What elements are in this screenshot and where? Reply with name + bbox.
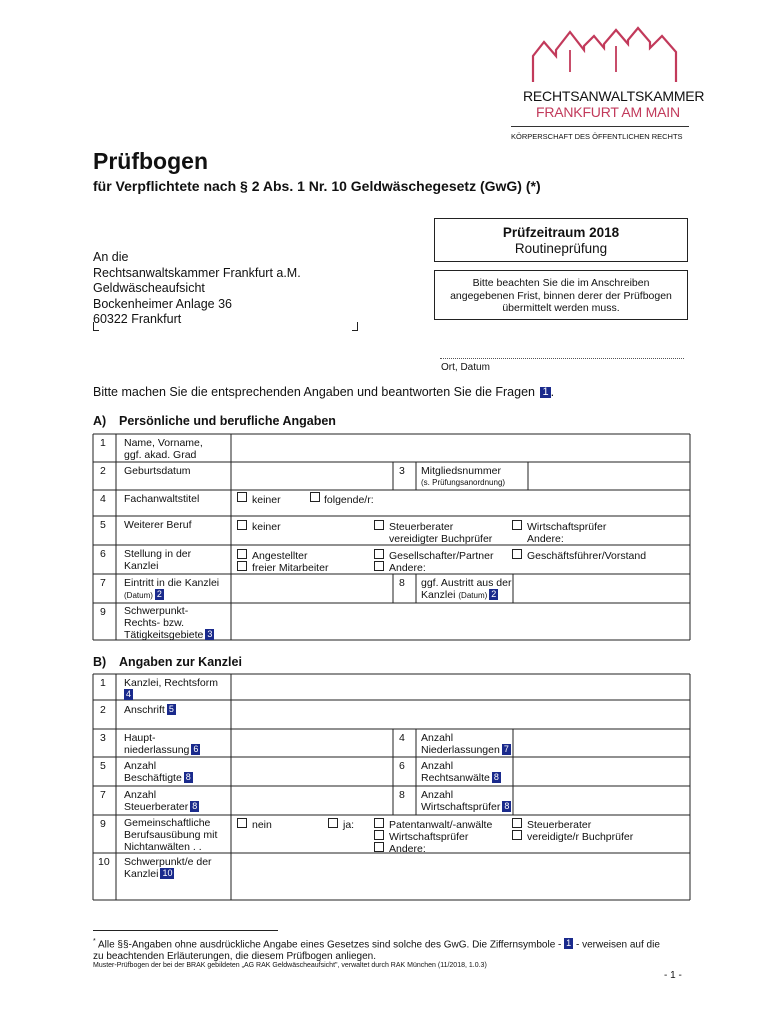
row-number: 8	[399, 577, 405, 589]
address-line: Bockenheimer Anlage 36	[93, 296, 232, 311]
row-number: 1	[100, 677, 106, 689]
note-badge: 1	[566, 938, 572, 949]
tax-advisors-count-field[interactable]	[233, 788, 391, 813]
field-label: Anschrift 5	[124, 704, 174, 716]
field-label: Name, Vorname, ggf. akad. Grad	[124, 437, 203, 461]
instruction-text: Bitte machen Sie die entsprechenden Angaben und beantworten Sie die Fragen 1 .	[93, 385, 555, 399]
option-label: Steuerberater vereidigte/r Buchprüfer	[527, 819, 634, 843]
address-line: An die	[93, 250, 129, 264]
footnote-rule	[93, 930, 278, 931]
note-badge[interactable]: 8	[185, 772, 191, 782]
note-badge[interactable]: 7	[503, 744, 509, 754]
row-number: 8	[399, 789, 405, 801]
address-line: 60322 Frankfurt	[93, 312, 182, 326]
field-label: Eintritt in die Kanzlei (Datum) 2	[124, 577, 220, 600]
field-label: Stellung in der Kanzlei	[124, 548, 192, 572]
employees-field[interactable]	[233, 759, 391, 784]
note-badge[interactable]: 2	[156, 589, 162, 599]
page-title: Prüfbogen	[93, 148, 208, 174]
firm-name-field[interactable]	[233, 676, 688, 698]
checkbox-andere[interactable]	[374, 842, 384, 852]
row-number: 9	[100, 818, 106, 830]
head-office-field[interactable]	[233, 731, 391, 755]
field-label: Kanzlei, Rechtsform 4	[124, 677, 218, 699]
option-label: folgende/r:	[324, 494, 374, 506]
address-line: Rechtsanwaltskammer Frankfurt a.M.	[93, 265, 301, 280]
row-number: 4	[399, 732, 405, 744]
place-date-label: Ort, Datum	[441, 362, 490, 373]
option-label: nein	[252, 819, 272, 831]
section-a-title: Persönliche und berufliche Angaben	[119, 414, 336, 428]
section-a-letter: A)	[93, 414, 107, 428]
row-number: 2	[100, 465, 106, 477]
field-label: Schwerpunkt- Rechts- bzw. Tätigkeitsgebiete 3	[124, 605, 213, 641]
field-label: Schwerpunkt/e der Kanzlei 10	[124, 856, 212, 880]
option-label: keiner	[252, 521, 281, 533]
row-number: 10	[98, 856, 110, 868]
footnote: * Alle §§-Angaben ohne ausdrückliche Angabe eines Gesetzes sind solche des GwG. Die Ziffernsymbole - 1 - verweisen auf die zu beachtenden Erläuterungen, die diesem Prüfbogen anliegen.	[93, 938, 660, 963]
checkbox-steuerberater[interactable]	[512, 818, 522, 828]
logo-city: FRANKFURT AM MAIN	[536, 104, 680, 120]
option-label: ja:	[343, 819, 355, 831]
row-number: 6	[399, 760, 405, 772]
field-label: Anzahl Rechtsanwälte 8	[421, 760, 499, 784]
checkbox-nein[interactable]	[237, 818, 247, 828]
note-badge[interactable]: 4	[126, 689, 132, 699]
firm-focus-field[interactable]	[233, 855, 688, 898]
row-number: 7	[100, 577, 106, 589]
row-number: 6	[100, 548, 106, 560]
note-badge[interactable]: 1	[542, 386, 549, 398]
row-number: 3	[100, 732, 106, 744]
footnote-source: Muster-Prüfbogen der bei der BRAK gebildeten „AG RAK Geldwäscheaufsicht", verwaltet durch RAK München (11/2018, 1.0.3)	[93, 962, 487, 969]
logo-name: RECHTSANWALTSKAMMER	[523, 88, 705, 104]
option-label: Patentanwalt/-anwälte Wirtschaftsprüfer Andere:	[389, 819, 493, 855]
field-label: Gemeinschaftliche Berufsausübung mit Nichtanwälten . .	[124, 817, 218, 853]
row-number: 3	[399, 465, 405, 477]
option-label: Wirtschaftsprüfer Andere:	[527, 521, 607, 545]
lawyers-count-field[interactable]	[515, 759, 688, 784]
checkbox-buchpruefer[interactable]	[512, 830, 522, 840]
note-badge[interactable]: 8	[192, 801, 198, 811]
option-label: Angestellter freier Mitarbeiter	[252, 550, 329, 574]
option-label: Geschäftsführer/Vorstand	[527, 550, 647, 562]
field-label: ggf. Austritt aus der Kanzlei (Datum) 2	[421, 577, 512, 601]
note-badge[interactable]: 8	[493, 772, 499, 782]
period-type: Routineprüfung	[514, 241, 608, 256]
note-badge[interactable]: 5	[168, 704, 174, 714]
note-badge[interactable]: 2	[491, 589, 497, 599]
firm-address-field[interactable]	[233, 702, 688, 727]
field-label: Geburtsdatum	[124, 465, 191, 477]
row-number: 4	[100, 493, 106, 505]
address-line: Geldwäscheaufsicht	[93, 281, 205, 295]
period-title: Prüfzeitraum 2018	[502, 225, 620, 240]
auditors-count-field[interactable]	[515, 788, 688, 813]
field-label: Mitgliedsnummer (s. Prüfungsanordnung)	[421, 465, 506, 487]
note-badge[interactable]: 3	[207, 629, 213, 639]
row-number: 9	[100, 606, 106, 618]
branches-field[interactable]	[515, 731, 688, 755]
option-label: Gesellschafter/Partner Andere:	[389, 550, 494, 574]
section-b-title: Angaben zur Kanzlei	[119, 655, 242, 669]
notice-box: Bitte beachten Sie die im Anschreiben angegebenen Frist, binnen derer der Prüfbogen übermittelt werden muss.	[434, 270, 688, 320]
section-b-letter: B)	[93, 655, 107, 669]
option-label: keiner	[252, 494, 281, 506]
field-label: Weiterer Beruf	[124, 519, 192, 531]
row-number: 7	[100, 789, 106, 801]
page-subtitle: für Verpflichtete nach § 2 Abs. 1 Nr. 10 Geldwäschegesetz (GwG) (*)	[93, 178, 541, 194]
field-label: Anzahl Niederlassungen 7	[421, 732, 509, 756]
field-label: Anzahl Beschäftigte 8	[124, 760, 191, 784]
field-label: Anzahl Steuerberater 8	[124, 789, 198, 813]
row-number: 1	[100, 437, 106, 449]
checkbox-ja[interactable]	[328, 818, 338, 828]
row-number: 5	[100, 760, 106, 772]
note-badge[interactable]: 6	[193, 744, 199, 754]
field-label: Anzahl Wirtschaftsprüfer 8	[421, 789, 510, 813]
field-label: Haupt- niederlassung 6	[124, 732, 199, 756]
field-label: Fachanwaltstitel	[124, 493, 200, 505]
footnote-ref: *	[530, 178, 536, 194]
checkbox-wirtschaftspruefer[interactable]	[374, 830, 384, 840]
option-label: Steuerberater vereidigter Buchprüfer	[389, 521, 493, 545]
note-badge[interactable]: 10	[162, 868, 173, 878]
row-number: 2	[100, 704, 106, 716]
note-badge[interactable]: 8	[504, 801, 510, 811]
page-number: - 1 -	[664, 970, 682, 981]
checkbox-patentanwalt[interactable]	[374, 818, 384, 828]
row-number: 5	[100, 519, 106, 531]
logo-tagline: KÖRPERSCHAFT DES ÖFFENTLICHEN RECHTS	[511, 132, 683, 141]
